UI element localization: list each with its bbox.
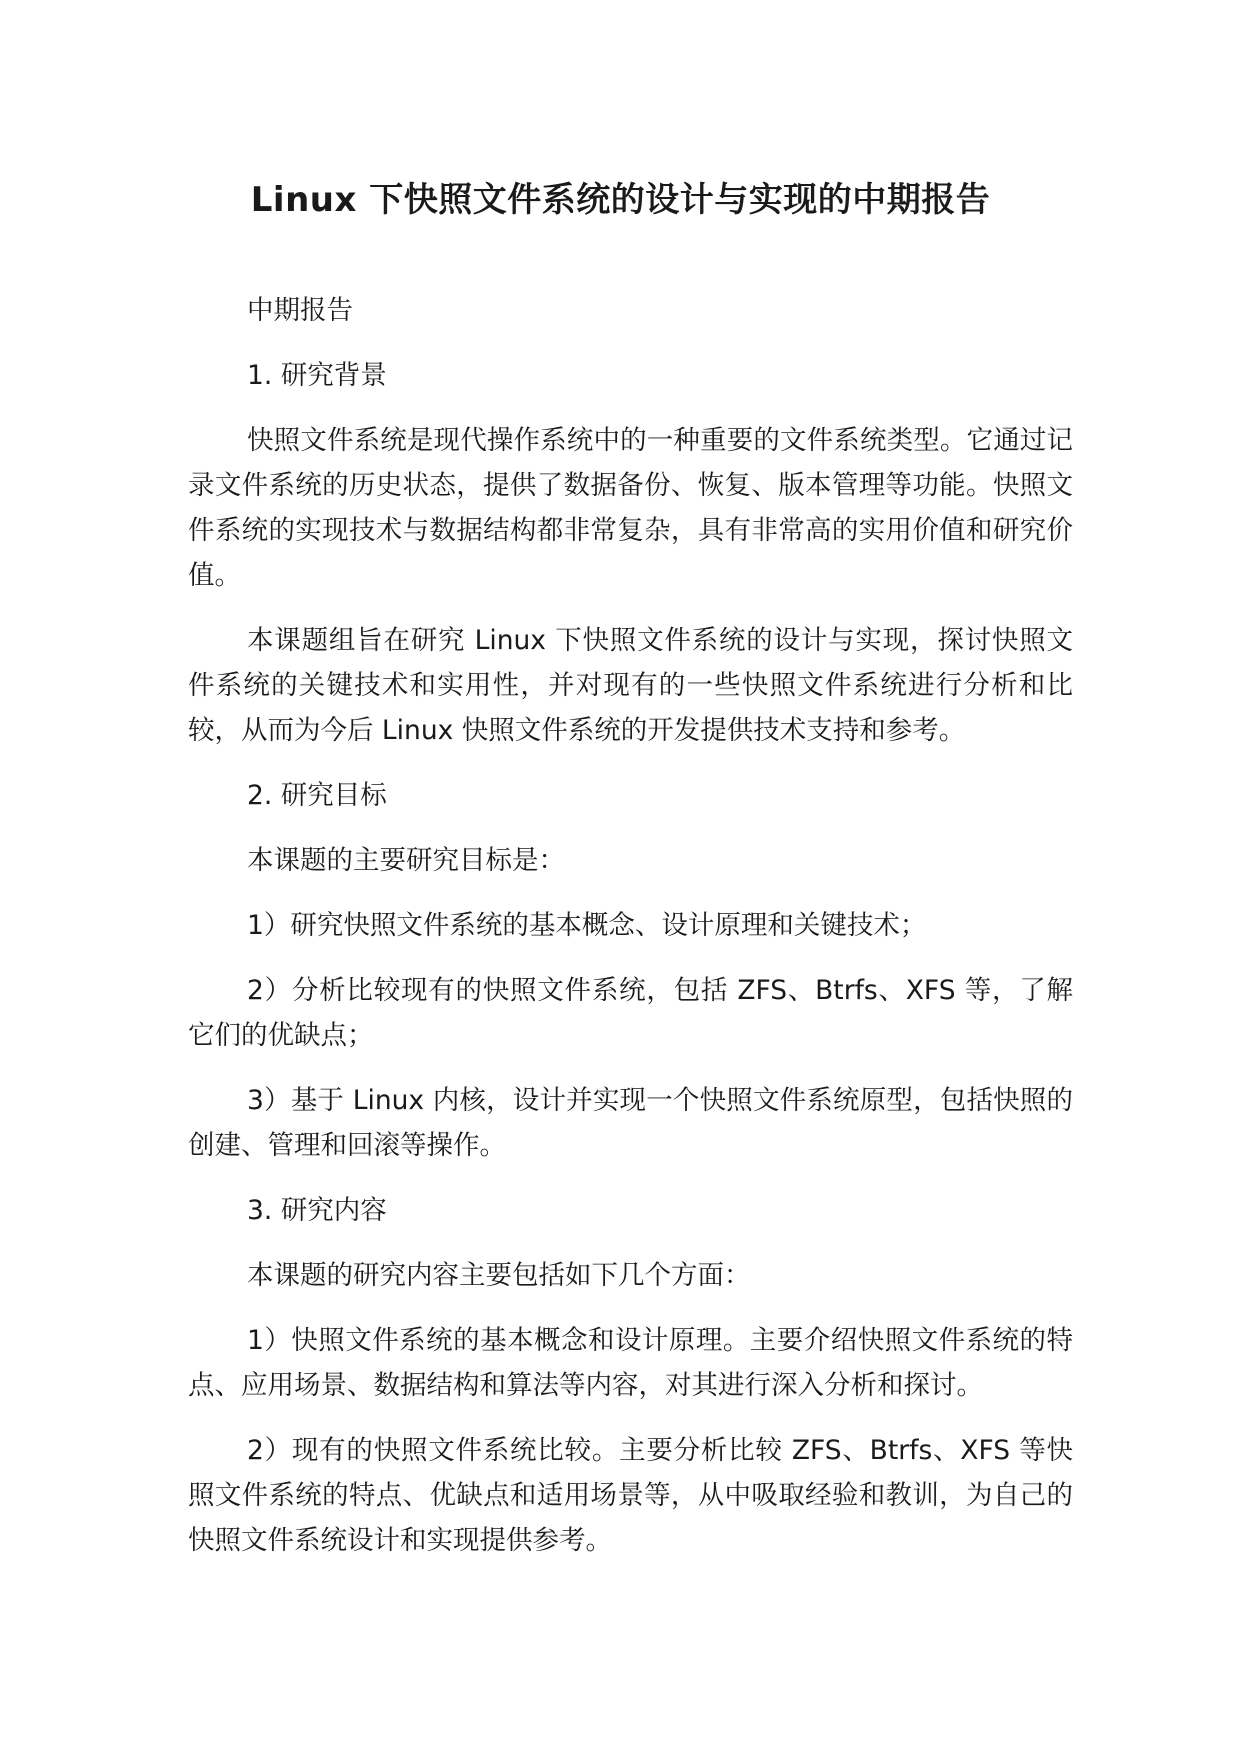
list-item: 2）分析比较现有的快照文件系统，包括 ZFS、Btrfs、XFS 等，了解它们的优缺点； bbox=[188, 975, 1073, 1051]
paragraph: 本课题组旨在研究 Linux 下快照文件系统的设计与实现，探讨快照文件系统的关键技术和实用性，并对现有的一些快照文件系统进行分析和比较，从而为今后 Linux 快照文件系统的开发提供技术支持和参考。 bbox=[188, 625, 1073, 746]
paragraph: 本课题的主要研究目标是： bbox=[247, 845, 565, 876]
list-item: 3）基于 Linux 内核，设计并实现一个快照文件系统原型，包括快照的创建、管理和回滚等操作。 bbox=[188, 1085, 1073, 1161]
document-body bbox=[188, 288, 1073, 1583]
paragraph: 本课题的研究内容主要包括如下几个方面： bbox=[247, 1260, 751, 1291]
list-item: 1）快照文件系统的基本概念和设计原理。主要介绍快照文件系统的特点、应用场景、数据结构和算法等内容，对其进行深入分析和探讨。 bbox=[188, 1325, 1073, 1401]
paragraph: 快照文件系统是现代操作系统中的一种重要的文件系统类型。它通过记录文件系统的历史状态，提供了数据备份、恢复、版本管理等功能。快照文件系统的实现技术与数据结构都非常复杂，具有非常高的实用价值和研究价值。 bbox=[188, 425, 1073, 591]
section-heading-midterm: 中期报告 bbox=[247, 295, 353, 326]
section-heading-goals: 2. 研究目标 bbox=[247, 780, 387, 811]
section-heading-content: 3. 研究内容 bbox=[247, 1195, 387, 1226]
document-title: Linux 下快照文件系统的设计与实现的中期报告 bbox=[250, 180, 991, 220]
section-heading-background: 1. 研究背景 bbox=[247, 360, 387, 391]
list-item: 2）现有的快照文件系统比较。主要分析比较 ZFS、Btrfs、XFS 等快照文件系统的特点、优缺点和适用场景等，从中吸取经验和教训，为自己的快照文件系统设计和实现提供参考。 bbox=[188, 1435, 1073, 1556]
list-item: 1）研究快照文件系统的基本概念、设计原理和关键技术； bbox=[247, 910, 927, 941]
